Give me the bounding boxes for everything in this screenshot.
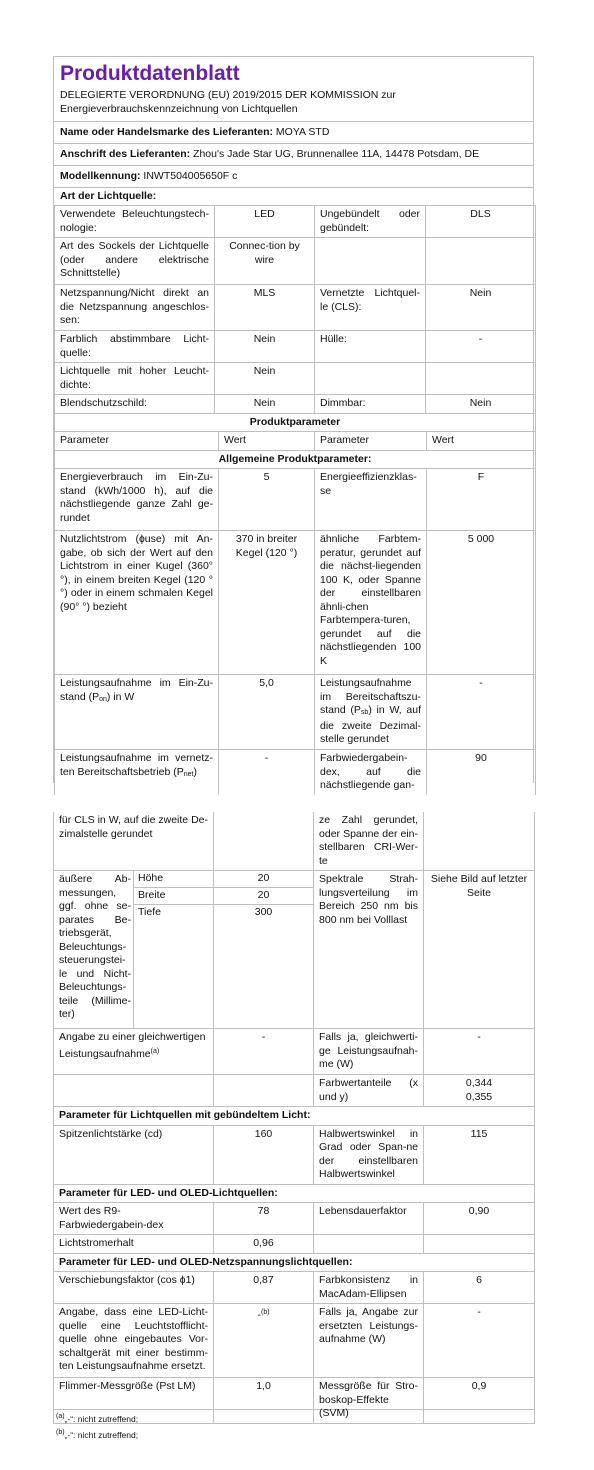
footnote-mark: (b) xyxy=(56,1429,65,1436)
cell-label: Farbwiedergabein-dex, auf die nächstliegende gan- xyxy=(315,750,427,795)
cell-label: Messgröße für Stro-boskop-Effekte (SVM) xyxy=(314,1378,424,1424)
datasheet-part-1 xyxy=(53,56,534,791)
cell-label: Halbwertswinkel in Grad oder Span-ne der einstellbaren Halbwertswinkel xyxy=(314,1125,424,1184)
width-label: Breite xyxy=(134,888,213,905)
cell-label: Spektrale Strah-lungsverteilung im Bereich 250 nm bis 800 nm bei Volllast xyxy=(314,871,424,1029)
cell-label: Wert des R9-Farbwiedergabein-dex xyxy=(54,1203,214,1235)
cell-label: Art des Sockels der Lichtquelle (oder andere elektrische Schnittstelle) xyxy=(55,238,215,285)
cell-empty xyxy=(424,812,535,871)
cell-label: Nutzlichtstrom (ɸuse) mit An-gabe, ob sich der Wert auf den Lichtstrom in einer Kugel (360° °), in einem breiten Kegel (120 °°) oder in einem schmalen Kegel (90° °) bezieht xyxy=(55,531,219,675)
cell-value: DLS xyxy=(426,206,536,238)
depth-value: 300 xyxy=(254,906,273,918)
section-heading: Parameter für LED- und OLED-Netzspannungslichtquellen: xyxy=(54,1253,535,1272)
depth-label: Tiefe xyxy=(138,906,161,918)
cell-label: Falls ja, gleichwerti-ge Leistungsaufnah-me (W) xyxy=(314,1029,424,1075)
section-heading: Parameter für Lichtquellen mit gebündeltem Licht: xyxy=(54,1107,535,1126)
cell-label: Hülle: xyxy=(315,331,426,363)
table-row xyxy=(55,395,536,414)
subscript: sb xyxy=(360,709,369,716)
cell-empty xyxy=(424,1235,535,1254)
text: ) in W xyxy=(106,690,135,703)
height-label: Höhe xyxy=(134,871,213,888)
x-value: 0,344 xyxy=(465,1077,493,1089)
cell-label: Falls ja, Angabe zur ersetzten Leistungs-aufnahme (W) xyxy=(314,1304,424,1378)
text: Leistungsaufnahme im Ein-Zu-stand (P xyxy=(60,677,213,703)
cell-value: - xyxy=(219,750,315,795)
cell-empty xyxy=(315,363,426,395)
column-header: Parameter xyxy=(315,432,427,451)
cell-value: Nein xyxy=(426,285,536,331)
table-row xyxy=(55,750,536,795)
cell-empty xyxy=(314,1235,424,1254)
cell-value: 5 xyxy=(219,469,315,531)
cell-empty xyxy=(426,238,536,285)
table-row xyxy=(55,363,536,395)
cell-label xyxy=(55,675,219,750)
cell-label: Vernetzte Lichtquel-le (CLS): xyxy=(315,285,426,331)
model-value: INWT504005650F c xyxy=(143,170,238,182)
page-title: Produktdatenblatt xyxy=(60,62,240,85)
cell-label: Farbkonsistenz in MacAdam-Ellipsen xyxy=(314,1272,424,1304)
section-heading-row xyxy=(54,1107,535,1126)
cell-label: Blendschutzschild: xyxy=(55,395,215,414)
cell-value: Nein xyxy=(215,331,315,363)
column-header-row xyxy=(55,432,536,451)
cell-label: Lichtquelle mit hoher Leucht-dichte: xyxy=(55,363,215,395)
cell-value xyxy=(424,1075,535,1107)
cell-value: Nein xyxy=(215,363,315,395)
width-value: 20 xyxy=(214,888,313,905)
section-heading-row xyxy=(55,414,536,432)
supplier-value: MOYA STD xyxy=(275,126,330,138)
cell-label: Lichtstromerhalt xyxy=(54,1235,214,1254)
model-row xyxy=(54,165,533,187)
cell-value: 115 xyxy=(424,1125,535,1184)
footnote-text: „-“: nicht zutreffend; xyxy=(64,1414,139,1424)
table-row xyxy=(55,331,536,363)
column-header: Wert xyxy=(219,432,315,451)
superscript: (a) xyxy=(150,1047,160,1055)
table-row xyxy=(54,1075,535,1107)
cell-label: Angabe, dass eine LED-Licht-quelle eine Leuchtstofflicht-quelle ohne eingebautes Vor-schaltgerät mit einer bestimm-ten Leistungsaufnahme ersetzt. xyxy=(54,1304,214,1378)
table-row xyxy=(55,238,536,285)
column-header: Parameter xyxy=(55,432,219,451)
table-row xyxy=(54,812,535,871)
section-heading: Produktparameter xyxy=(55,414,536,432)
product-params-table xyxy=(54,414,536,795)
table-row xyxy=(55,206,536,238)
table-row xyxy=(54,1304,535,1378)
cell-empty xyxy=(214,812,314,871)
cell-empty xyxy=(426,363,536,395)
cell-value: 5 000 xyxy=(427,531,536,675)
cell-value: 160 xyxy=(214,1125,314,1184)
cell-value: 0,90 xyxy=(424,1203,535,1235)
dimension-labels xyxy=(134,871,214,1029)
table-row xyxy=(55,531,536,675)
cell-label: Ungebündelt oder gebündelt: xyxy=(315,206,426,238)
cell-label: Verwendete Beleuchtungstech-nologie: xyxy=(55,206,215,238)
subscript: net xyxy=(183,770,194,778)
table-row xyxy=(54,1203,535,1235)
cell-label: Lebensdauerfaktor xyxy=(314,1203,424,1235)
dimension-values xyxy=(214,871,314,1029)
text: Leistungsaufnahme im vernetz-ten Bereitschaftsbetrieb (P xyxy=(60,752,213,778)
cell-value: - xyxy=(424,1304,535,1378)
section-heading-row xyxy=(54,1184,535,1203)
column-header: Wert xyxy=(427,432,536,451)
cell-value: - xyxy=(424,1029,535,1075)
text: ) xyxy=(193,765,197,778)
cell-label: Flimmer-Messgröße (Pst LM) xyxy=(54,1378,214,1424)
cell-label xyxy=(315,675,427,750)
table-row xyxy=(54,1125,535,1184)
cell-label xyxy=(54,1029,214,1075)
cell-label: Energieverbrauch im Ein-Zu-stand (kWh/1000 h), auf die nächstliegende ganze Zahl ge-rundet xyxy=(55,469,219,531)
cell-value: 1,0 xyxy=(214,1378,314,1424)
model-label: Modellkennung: xyxy=(60,170,141,182)
cell-label: Verschiebungsfaktor (cos ɸ1) xyxy=(54,1272,214,1304)
cell-value: 90 xyxy=(427,750,536,795)
cell-value: 6 xyxy=(424,1272,535,1304)
cell-value: Siehe Bild auf letzter Seite xyxy=(424,871,535,1029)
product-params-table-continued xyxy=(53,812,535,1424)
cell-value: 0,87 xyxy=(214,1272,314,1304)
footnote-b xyxy=(56,1427,138,1441)
table-row xyxy=(55,675,536,750)
cell-value: F xyxy=(427,469,536,531)
table-row xyxy=(55,285,536,331)
section-heading-row xyxy=(54,1253,535,1272)
section-heading: Parameter für LED- und OLED-Lichtquellen: xyxy=(54,1184,535,1203)
height-value: 20 xyxy=(214,871,313,888)
cell-label: Energieeffizienzklas-se xyxy=(315,469,427,531)
table-row xyxy=(54,1235,535,1254)
cell-value xyxy=(214,1304,314,1378)
supplier-row xyxy=(54,121,533,143)
cell-value: LED xyxy=(215,206,315,238)
cell-empty xyxy=(54,1075,214,1107)
cell-label: äußere Ab-messungen, ggf. ohne se-parates Be-triebsgerät, Beleuchtungs-steuerungstei-le und Nicht-Beleuchtungs-teile (Millime-ter) xyxy=(54,871,134,1029)
cell-value: 0,9 xyxy=(424,1378,535,1424)
cell-label: Netzspannung/Nicht direkt an die Netzspannung angeschlos-sen: xyxy=(55,285,215,331)
text: Angabe zu einer gleichwertigen Leistungsaufnahme xyxy=(59,1031,206,1060)
subscript: on xyxy=(99,695,107,703)
cell-label: für CLS in W, auf die zweite De-zimalstelle gerundet xyxy=(54,812,214,871)
footnote-a xyxy=(56,1411,138,1425)
footnote-mark: (a) xyxy=(56,1413,65,1420)
dimensions-row xyxy=(54,871,535,1029)
cell-label: Farbwertanteile (x und y) xyxy=(314,1075,424,1107)
table-row xyxy=(55,469,536,531)
cell-label: Farblich abstimmbare Licht-quelle: xyxy=(55,331,215,363)
supplier-label: Name oder Handelsmarke des Lieferanten: xyxy=(60,126,273,138)
cell-value: 370 in breiter Kegel (120 °) xyxy=(219,531,315,675)
cell-label: ähnliche Farbtem-peratur, gerundet auf die nächst-liegenden 100 K, oder Spanne der einstellbaren ähnli-chen Farbtempera-turen, gerundet auf die nächstliegenden 100 K xyxy=(315,531,427,675)
section-heading: Allgemeine Produktparameter: xyxy=(55,450,536,469)
cell-value: - xyxy=(427,675,536,750)
cell-label: ze Zahl gerundet, oder Spanne der ein-stellbaren CRI-Wer-te xyxy=(314,812,424,871)
text: Leistungsaufnahme im Bereitschaftszu-stand (P xyxy=(320,677,421,716)
cell-label: Dimmbar: xyxy=(315,395,426,414)
footnote-text: „-“: nicht zutreffend; xyxy=(64,1430,139,1440)
cell-value: Nein xyxy=(215,395,315,414)
cell-value: - xyxy=(426,331,536,363)
table-row xyxy=(54,1029,535,1075)
section-heading-row xyxy=(55,450,536,469)
cell-value: MLS xyxy=(215,285,315,331)
address-value: Zhou's Jade Star UG, Brunnenallee 11A, 14478 Potsdam, DE xyxy=(193,148,480,160)
cell-value: - xyxy=(214,1029,314,1075)
table-row xyxy=(54,1272,535,1304)
text: - xyxy=(257,1309,261,1321)
cell-label: Spitzenlichtstärke (cd) xyxy=(54,1125,214,1184)
cell-label xyxy=(55,750,219,795)
cell-value: 5,0 xyxy=(219,675,315,750)
address-row xyxy=(54,143,533,165)
type-heading: Art der Lichtquelle: xyxy=(54,187,533,205)
type-table xyxy=(54,205,536,414)
cell-value: Nein xyxy=(426,395,536,414)
text: ) in W, auf die zweite Dezimal-stelle gerundet xyxy=(320,704,422,745)
cell-value: 78 xyxy=(214,1203,314,1235)
y-value: 0,355 xyxy=(465,1090,493,1103)
cell-empty xyxy=(214,1075,314,1107)
cell-value: 0,96 xyxy=(214,1235,314,1254)
cell-value: Connec-tion by wire xyxy=(215,238,315,285)
regulation-text: DELEGIERTE VERORDNUNG (EU) 2019/2015 DER KOMMISSION zur Energieverbrauchskennzeichnung von Lichtquellen xyxy=(60,89,396,115)
superscript: (b) xyxy=(260,1309,270,1316)
address-label: Anschrift des Lieferanten: xyxy=(60,148,191,160)
cell-empty xyxy=(315,238,426,285)
